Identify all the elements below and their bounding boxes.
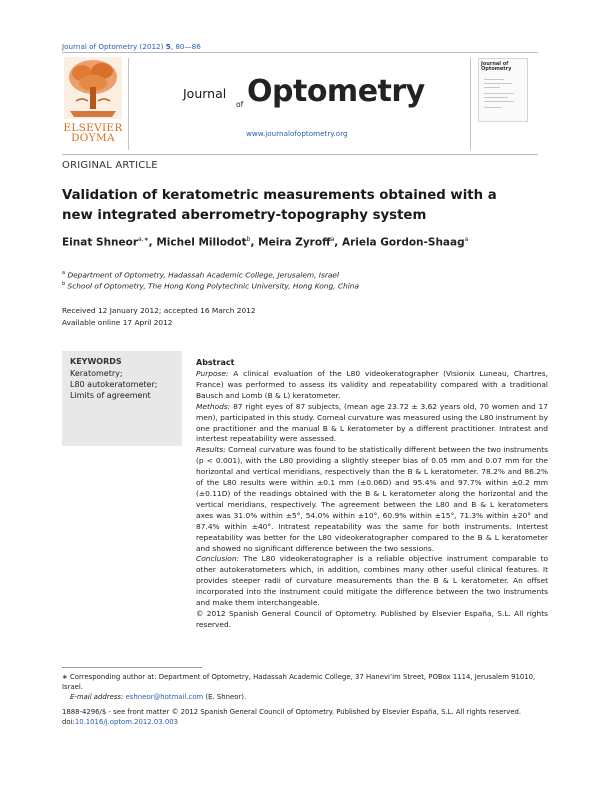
citation-volume: 5 (165, 42, 171, 51)
author-name: Michel Millodot (156, 236, 247, 249)
keywords-heading: KEYWORDS (70, 357, 122, 366)
thumb-title: Journal of Optometry (481, 61, 512, 72)
author-email-link[interactable]: eshneor@hotmail.com (125, 693, 204, 702)
article-title: Validation of keratometric measurements obtained with a new integrated aberrometry-topography system (62, 188, 497, 223)
issn-doi-block (62, 707, 521, 728)
abstract-purpose: Purpose: A clinical evaluation of the L80 videokeratographer (Visionix Luneau, Chartres, France) was performed to assess its validity and repeatability compared with a traditional Bausch and Lomb (B & L) keratometer. (196, 369, 548, 400)
author-name: Ariela Gordon-Shaag (341, 236, 465, 249)
citation-journal: Journal of Optometry (2012) (62, 42, 164, 51)
online-date: Available online 17 April 2012 (62, 318, 173, 327)
doi-line: doi:10.1016/j.optom.2012.03.003 (62, 718, 178, 727)
corresponding-author-footnote: ∗ Corresponding author at: Department of Optometry, Hadassah Academic College, 37 Hanevi’im Street, POBox 1114, Jerusalem 91010, Israel. E-mail address: eshneor@hotmail.com (E. Shneor). (62, 673, 536, 702)
author-affil-mark[interactable]: a (464, 236, 469, 243)
abstract-heading: Abstract (196, 358, 235, 367)
journal-url-link[interactable]: www.journalofoptometry.org (246, 129, 348, 138)
masthead-title: Optometry (247, 74, 425, 109)
issn-line: 1888-4296/$ - see front matter © 2012 Spanish General Council of Optometry. Published by Elsevier España, S.L. All rights reserved. (62, 708, 522, 716)
journal-citation (62, 42, 201, 51)
keyword-item: Limits of agreement (70, 391, 151, 400)
abstract-methods: Methods: 87 right eyes of 87 subjects, (mean age 23.72 ± 3.62 years old, 70 women and 17 men), participated in this study. Corneal curvature was measured using the L80 instrument by one practitioner and the manual B & L keratometer by a different practitioner. Intratest and intertest repeatability were assessed. (196, 401, 548, 444)
tree-illustration-icon (62, 55, 126, 121)
article-type: ORIGINAL ARTICLE (62, 160, 158, 171)
journal-cover-thumbnail (478, 58, 528, 122)
doi-link[interactable]: 10.1016/j.optom.2012.03.003 (74, 718, 178, 727)
author-affil-mark[interactable]: a (330, 236, 335, 243)
author-name: Einat Shneor (62, 236, 139, 249)
article-dates (62, 305, 256, 329)
author-list: Einat Shneor$^{a,∗}$, Michel Millodot$^b$, Meira Zyroff$^a$, Ariela Gordon-Shaag$^a$ (62, 236, 469, 249)
author-affil-mark[interactable]: a,∗ (138, 236, 149, 243)
masthead-of-word: of (236, 100, 244, 109)
received-date: Received 12 January 2012; accepted 16 March 2012 (62, 306, 256, 315)
keyword-item: L80 autokeratometer; (70, 380, 158, 389)
keywords-box (62, 351, 182, 446)
footnote-rule (62, 667, 202, 668)
citation-pages: , 80—86 (170, 42, 201, 51)
author-affil-mark[interactable]: b (246, 236, 251, 243)
publisher-name: ELSEVIER DOYMA (63, 122, 123, 144)
author-name: Meira Zyroff (258, 236, 331, 249)
abstract-conclusion: Conclusion: The L80 videokeratographer is a reliable objective instrument comparable to other autokeratometers which, in addition, combines many other useful clinical features. It provides steeper radii of curvature measurements than the B & L keratometer. An offset incorporated into the instrument could mitigate the difference between the two instruments and make them interchangeable. (196, 554, 548, 608)
abstract-copyright: © 2012 Spanish General Council of Optometry. Published by Elsevier España, S.L. All rights reserved. (196, 608, 548, 629)
keyword-item: Keratometry; (70, 369, 123, 378)
abstract-body (196, 369, 548, 631)
masthead-journal-word: Journal (183, 86, 227, 101)
affiliation: $^a$ Department of Optometry, Hadassah Academic College, Jerusalem, Israel (62, 270, 340, 280)
affiliation: $^b$ School of Optometry, The Hong Kong Polytechnic University, Hong Kong, China (62, 281, 359, 291)
abstract-results: Results: Corneal curvature was found to be statistically different between the two instruments (p < 0.001), with the L80 providing a slightly steeper bias of 0.05 mm and 0.07 mm for the horizontal and vertical meridians, respectively than the B & L keratometer. 78.2% and 86.2% of the L80 results were within ±0.1 mm (±0.06D) and 95.4% and 97.7% within ±0.2 mm (±0.11D) of the readings obtained with the B & L keratometer along the horizontal and the vertical meridians, respectively. The agreement between the L80 and B & L keratometers axes was 31.0% within ±5°, 54.0% within ±10°, 60.9% within ±15°, 71.3% within ±20° and 87.4% within ±40°. Intratest repeatability was the same for both instruments. Intertest repeatability was better for the L80 videokeratographer compared to the B & L keratometer and showed no significant difference between the two sessions. (196, 445, 548, 553)
